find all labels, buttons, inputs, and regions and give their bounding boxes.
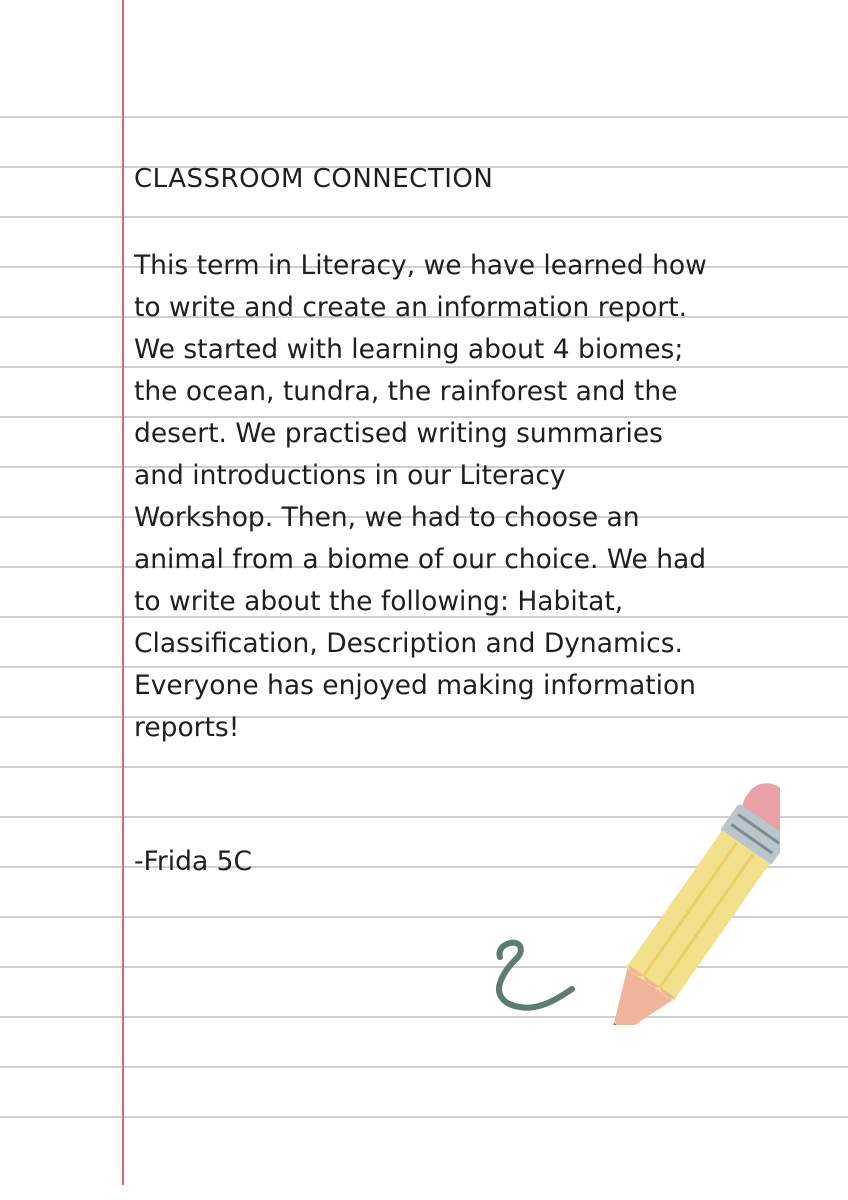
body-text-line: Workshop. Then, we had to choose an	[134, 502, 640, 533]
rule-line	[0, 1116, 848, 1118]
body-text-line: to write about the following: Habitat,	[134, 586, 624, 617]
body-text-line: desert. We practised writing summaries	[134, 418, 663, 449]
margin-line	[122, 0, 124, 1185]
rule-line	[0, 116, 848, 118]
body-text-line: This term in Literacy, we have learned how	[134, 250, 707, 281]
body-text-line: Classification, Description and Dynamics.	[134, 628, 683, 659]
page-title: CLASSROOM CONNECTION	[134, 164, 494, 194]
body-text-line: reports!	[134, 712, 240, 743]
signature: -Frida 5C	[134, 846, 252, 877]
body-text-line: to write and create an information report.	[134, 292, 688, 323]
body-text-line: the ocean, tundra, the rainforest and the	[134, 376, 678, 407]
body-text-line: and introductions in our Literacy	[134, 460, 566, 491]
pencil-icon	[490, 735, 780, 1025]
rule-line	[0, 216, 848, 218]
body-text-line: We started with learning about 4 biomes;	[134, 334, 684, 365]
body-text-line: Everyone has enjoyed making information	[134, 670, 696, 701]
rule-line	[0, 1066, 848, 1068]
body-text-line: animal from a biome of our choice. We had	[134, 544, 707, 575]
rule-line	[0, 716, 848, 718]
